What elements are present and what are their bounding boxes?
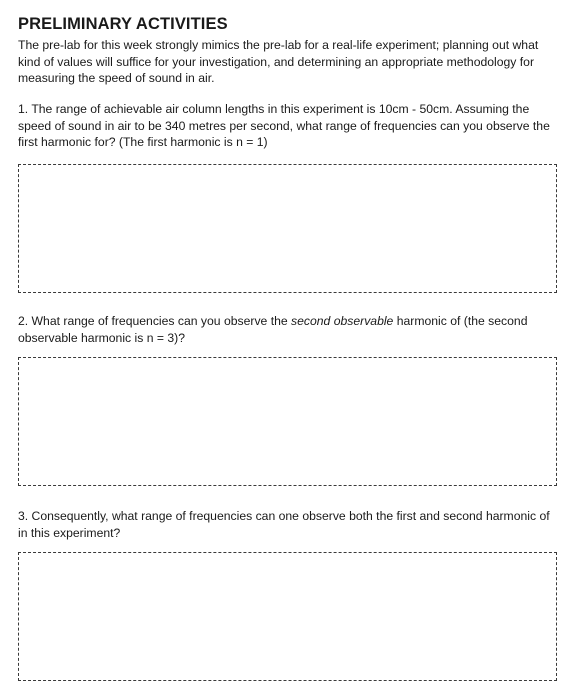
answer-box-3[interactable] [18,552,557,681]
question-2-emphasis: second observable [291,314,394,328]
answer-box-2[interactable] [18,357,557,486]
question-2-text [18,313,560,346]
section-title: PRELIMINARY ACTIVITIES [18,15,228,33]
answer-box-1[interactable] [18,164,557,293]
question-3-text: 3. Consequently, what range of frequencies can one observe both the first and second harmonic of in this experiment? [18,509,550,540]
question-1-text: 1. The range of achievable air column lengths in this experiment is 10cm - 50cm. Assuming the speed of sound in air to be 340 metres per second, what range of frequencies can you observe the first harmonic for? (The first harmonic is n = 1) [18,102,550,150]
question-2-text-start: 2. What range of frequencies can you observe the [18,314,292,328]
intro-paragraph: The pre-lab for this week strongly mimics the pre-lab for a real-life experiment; planning out what kind of values will suffice for your investigation, and determining an appropriate methodology for measuring the speed of sound in air. [18,38,539,86]
question-2-text-end: harmonic of (the second observable harmonic is n = 3)? [18,314,528,345]
